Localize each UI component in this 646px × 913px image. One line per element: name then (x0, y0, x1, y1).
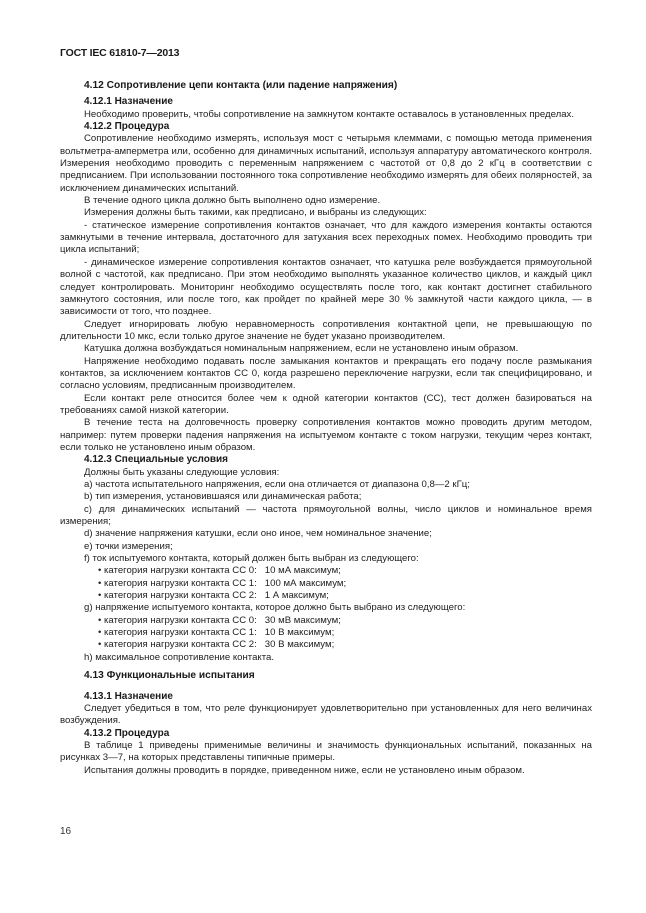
section-4-13-1-title: 4.13.1 Назначение (84, 690, 173, 702)
section-4-13-2-title: 4.13.2 Процедура (84, 727, 170, 739)
list-item-d: d) значение напряжения катушки, если оно иное, чем номинальное значение; (84, 528, 432, 540)
paragraph: Напряжение необходимо подавать после замыкания контактов и прекращать его подачу после размыкания контактов, за исключением контактов CC 0, когда разрешено переключение нагрузки, если так специфицировано, и согласно условиям, предписанным производителем. (60, 355, 592, 392)
paragraph: Измерения должны быть такими, как предписано, и выбраны из следующих: (84, 207, 427, 219)
bullet-item: • категория нагрузки контакта CC 2: 1 А максимум; (98, 590, 329, 602)
paragraph: Испытания должны проводить в порядке, приведенном ниже, если не установлено иным образом. (84, 764, 525, 776)
list-item-g: g) напряжение испытуемого контакта, которое должно быть выбрано из следующего: (84, 602, 466, 614)
bullet-item: • категория нагрузки контакта CC 2: 30 В максимум; (98, 639, 335, 651)
paragraph: Необходимо проверить, чтобы сопротивление на замкнутом контакте оставалось в установленных пределах. (84, 108, 575, 120)
list-item-f: f) ток испытуемого контакта, который должен быть выбран из следующего: (84, 553, 419, 565)
paragraph: Следует убедиться в том, что реле функционирует удовлетворительно при установленных для него величинах возбуждения. (60, 702, 592, 727)
bullet-item: • категория нагрузки контакта CC 0: 10 мА максимум; (98, 565, 341, 577)
bullet-item: • категория нагрузки контакта CC 0: 30 мВ максимум; (98, 614, 341, 626)
page-content (60, 80, 592, 777)
bullet-item: • категория нагрузки контакта CC 1: 100 мА максимум; (98, 577, 347, 589)
list-item-h: h) максимальное сопротивление контакта. (84, 651, 275, 663)
list-item-e: e) точки измерения; (84, 540, 173, 552)
list-item-c: c) для динамических испытаний — частота прямоугольной волны, число циклов и номинальное время измерения; (60, 503, 592, 528)
paragraph: Должны быть указаны следующие условия: (84, 466, 280, 478)
section-4-12-3-title: 4.12.3 Специальные условия (84, 454, 229, 466)
paragraph: В течение одного цикла должно быть выполнено одно измерение. (84, 195, 381, 207)
bullet-item: • категория нагрузки контакта CC 1: 10 В максимум; (98, 627, 335, 639)
section-4-12-title: 4.12 Сопротивление цепи контакта (или падение напряжения) (84, 80, 398, 91)
paragraph: Сопротивление необходимо измерять, используя мост с четырьмя клеммами, с помощью метода применения вольтметра-амперметра или, особенно для динамичных испытаний, используя аппаратуру автоматического контроля. Измерения необходимо проводить с переменным напряжением с частотой от 0,8 до 2 кГц в соответствии с предписанием. При использовании постоянного тока сопротивление необходимо измерять для обеих полярностей, за исключением динамических испытаний. (60, 133, 592, 194)
list-item-a: a) частота испытательного напряжения, если она отличается от диапазона 0,8—2 кГц; (84, 479, 470, 490)
standard-header: ГОСТ IEC 61810-7—2013 (60, 47, 180, 59)
paragraph: В течение теста на долговечность проверку сопротивления контактов можно проводить другим методом, например: путем проверки падения напряжения на испытуемом контакте с током нагрузки, текущим через контакт, если только не установлено иным образом. (60, 417, 592, 453)
page-number: 16 (60, 826, 72, 837)
paragraph: - статическое измерение сопротивления контактов означает, что для каждого измерения контакты остаются замкнутыми в течение интервала, достаточного для затухания всех переходных помех. Необходимо проводить три цикла испытаний; (60, 219, 592, 256)
list-item-b: b) тип измерения, установившаяся или динамическая работа; (84, 491, 362, 503)
section-4-12-2-title: 4.12.2 Процедура (84, 121, 170, 133)
paragraph: В таблице 1 приведены применимые величины и значимость функциональных испытаний, показанных на рисунках 3—7, на которых представлены типичные примеры. (60, 739, 592, 764)
section-4-12-1-title: 4.12.1 Назначение (84, 96, 173, 108)
paragraph: Катушка должна возбуждаться номинальным напряжением, если не установлено иным образом. (84, 343, 519, 355)
paragraph: - динамическое измерение сопротивления контактов означает, что катушка реле возбуждается прямоугольной волной с частотой, как предписано. При этом необходимо выполнять указанное количество циклов, и каждый цикл следует контролировать. Мониторинг необходимо осуществлять после того, как контакт достигнет стабильного замкнутого состояния, или после того, как пройдет по крайней мере 30 % замкнутой части каждого цикла, — в зависимости от того, что позднее. (60, 256, 592, 318)
section-4-13-title: 4.13 Функциональные испытания (84, 670, 255, 682)
paragraph: Следует игнорировать любую неравномерность сопротивления контактной цепи, не превышающую по длительности 10 мкс, если только другое значение не будет указано производителем. (60, 318, 592, 342)
paragraph: Если контакт реле относится более чем к одной категории контактов (CC), тест должен базироваться на требованиях самой низкой категории. (60, 392, 592, 416)
